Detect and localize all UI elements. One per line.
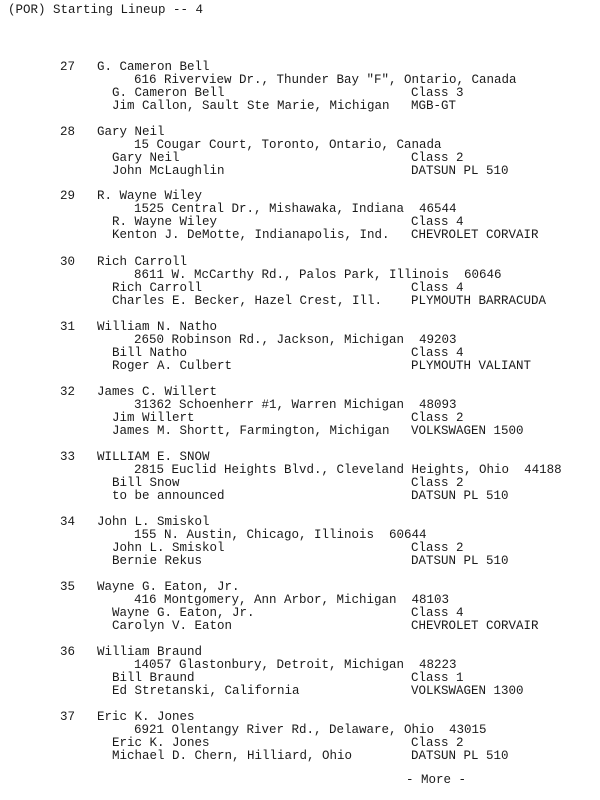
more-indicator: - More - [406, 773, 467, 787]
first-driver: Eric K. Jones [112, 736, 210, 750]
entrant-address: 31362 Schoenherr #1, Warren Michigan 48093 [134, 398, 457, 412]
car-model: DATSUN PL 510 [411, 554, 509, 568]
entrant-address: 15 Cougar Court, Toronto, Ontario, Canada [134, 138, 442, 152]
car-model: VOLKSWAGEN 1500 [411, 424, 524, 438]
first-driver: R. Wayne Wiley [112, 215, 218, 229]
entrant-name: G. Cameron Bell [97, 60, 210, 74]
car-number: 33 [60, 450, 76, 464]
second-driver: Ed Stretanski, California [112, 684, 300, 698]
entrant-name: John L. Smiskol [97, 515, 210, 529]
car-number: 35 [60, 580, 76, 594]
car-number: 36 [60, 645, 76, 659]
second-driver: Carolyn V. Eaton [112, 619, 233, 633]
entrant-address: 2815 Euclid Heights Blvd., Cleveland Heights, Ohio 44188 [134, 463, 562, 477]
second-driver: Kenton J. DeMotte, Indianapolis, Ind. [112, 228, 390, 242]
second-driver: Roger A. Culbert [112, 359, 233, 373]
car-number: 37 [60, 710, 76, 724]
entrant-name: Wayne G. Eaton, Jr. [97, 580, 240, 594]
second-driver: Bernie Rekus [112, 554, 203, 568]
car-number: 29 [60, 189, 76, 203]
first-driver: Bill Natho [112, 346, 188, 360]
race-class: Class 1 [411, 671, 464, 685]
first-driver: Gary Neil [112, 151, 180, 165]
page-header: (POR) Starting Lineup -- 4 [8, 3, 204, 17]
race-class: Class 4 [411, 215, 464, 229]
car-number: 28 [60, 125, 76, 139]
entrant-name: James C. Willert [97, 385, 218, 399]
car-model: PLYMOUTH BARRACUDA [411, 294, 547, 308]
entrant-address: 6921 Olentangy River Rd., Delaware, Ohio 43015 [134, 723, 487, 737]
first-driver: Wayne G. Eaton, Jr. [112, 606, 255, 620]
first-driver: John L. Smiskol [112, 541, 225, 555]
first-driver: Bill Braund [112, 671, 195, 685]
first-driver: G. Cameron Bell [112, 86, 225, 100]
entrant-name: William Braund [97, 645, 203, 659]
race-class: Class 4 [411, 346, 464, 360]
car-number: 34 [60, 515, 76, 529]
race-class: Class 2 [411, 151, 464, 165]
entrant-address: 616 Riverview Dr., Thunder Bay "F", Ontario, Canada [134, 73, 517, 87]
car-number: 30 [60, 255, 76, 269]
entrant-address: 2650 Robinson Rd., Jackson, Michigan 49203 [134, 333, 457, 347]
car-model: PLYMOUTH VALIANT [411, 359, 532, 373]
car-model: CHEVROLET CORVAIR [411, 619, 539, 633]
car-model: DATSUN PL 510 [411, 489, 509, 503]
car-model: CHEVROLET CORVAIR [411, 228, 539, 242]
car-model: DATSUN PL 510 [411, 749, 509, 763]
entrant-name: Gary Neil [97, 125, 165, 139]
first-driver: Jim Willert [112, 411, 195, 425]
race-class: Class 2 [411, 736, 464, 750]
car-number: 31 [60, 320, 76, 334]
race-class: Class 3 [411, 86, 464, 100]
entrant-address: 8611 W. McCarthy Rd., Palos Park, Illinois 60646 [134, 268, 502, 282]
second-driver: Michael D. Chern, Hilliard, Ohio [112, 749, 353, 763]
first-driver: Rich Carroll [112, 281, 203, 295]
entrant-address: 416 Montgomery, Ann Arbor, Michigan 48103 [134, 593, 450, 607]
entrant-address: 155 N. Austin, Chicago, Illinois 60644 [134, 528, 427, 542]
race-class: Class 4 [411, 281, 464, 295]
entrant-name: Rich Carroll [97, 255, 188, 269]
car-number: 27 [60, 60, 76, 74]
race-class: Class 4 [411, 606, 464, 620]
second-driver: James M. Shortt, Farmington, Michigan [112, 424, 390, 438]
entrant-name: R. Wayne Wiley [97, 189, 203, 203]
second-driver: John McLaughlin [112, 164, 225, 178]
race-class: Class 2 [411, 476, 464, 490]
second-driver: to be announced [112, 489, 225, 503]
car-number: 32 [60, 385, 76, 399]
entrant-name: WILLIAM E. SNOW [97, 450, 210, 464]
second-driver: Charles E. Becker, Hazel Crest, Ill. [112, 294, 383, 308]
entrant-address: 14057 Glastonbury, Detroit, Michigan 48223 [134, 658, 457, 672]
race-class: Class 2 [411, 541, 464, 555]
first-driver: Bill Snow [112, 476, 180, 490]
car-model: MGB-GT [411, 99, 457, 113]
second-driver: Jim Callon, Sault Ste Marie, Michigan [112, 99, 390, 113]
race-class: Class 2 [411, 411, 464, 425]
car-model: DATSUN PL 510 [411, 164, 509, 178]
entrant-name: William N. Natho [97, 320, 218, 334]
entrant-address: 1525 Central Dr., Mishawaka, Indiana 46544 [134, 202, 457, 216]
car-model: VOLKSWAGEN 1300 [411, 684, 524, 698]
entrant-name: Eric K. Jones [97, 710, 195, 724]
